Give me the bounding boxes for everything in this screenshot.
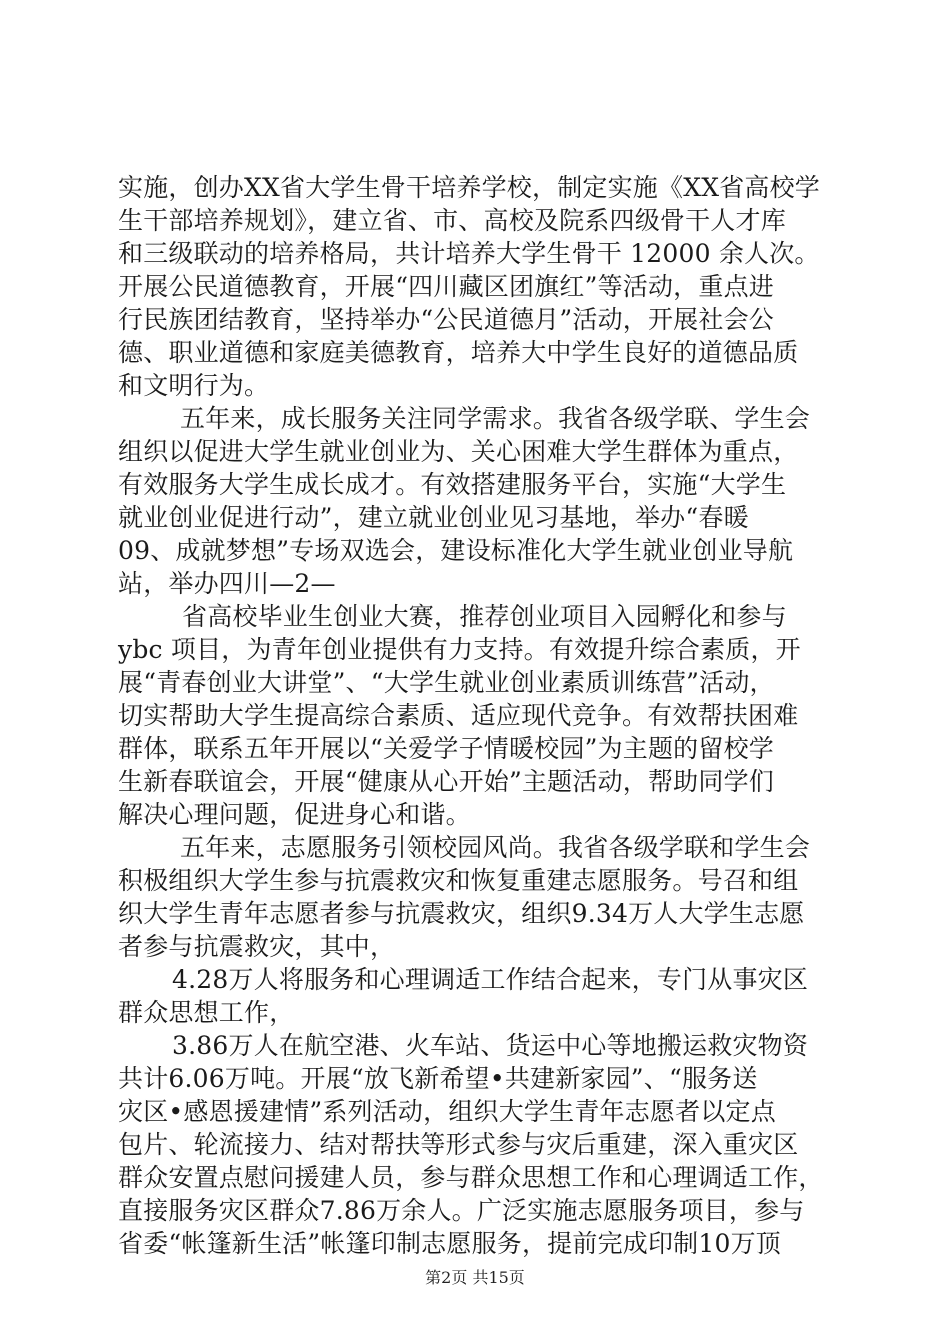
- paragraph-start-line: 4.28万人将服务和心理调适工作结合起来，专门从事灾区: [172, 965, 809, 994]
- paragraph-start-line: 五年来，成长服务关注同学需求。我省各级学联、学生会: [180, 404, 811, 433]
- text-line: 者参与抗震救灾，其中，: [118, 932, 396, 961]
- text-line: 共计6.06万吨。开展“放飞新希望•共建新家园”、“服务送: [118, 1064, 758, 1093]
- text-line: 开展公民道德教育，开展“四川藏区团旗红”等活动，重点进: [118, 272, 774, 301]
- text-line: 群体，联系五年开展以“关爱学子情暖校园”为主题的留校学: [118, 734, 774, 763]
- text-line: 包片、轮流接力、结对帮扶等形式参与灾后重建，深入重灾区: [118, 1130, 799, 1159]
- text-line: 09、成就梦想”专场双选会，建设标准化大学生就业创业导航: [118, 536, 794, 565]
- text-line: 和三级联动的培养格局，共计培养大学生骨干 12000 余人次。: [118, 239, 820, 268]
- paragraph-start-line: 五年来，志愿服务引领校园风尚。我省各级学联和学生会: [180, 833, 811, 862]
- paragraph-start-line: 3.86万人在航空港、火车站、货运中心等地搬运救灾物资: [172, 1031, 809, 1060]
- text-line: ybc 项目，为青年创业提供有力支持。有效提升综合素质，开: [118, 635, 801, 664]
- text-line: 切实帮助大学生提高综合素质、适应现代竞争。有效帮扶困难: [118, 701, 799, 730]
- text-line: 解决心理问题，促进身心和谐。: [118, 800, 471, 829]
- text-line: 灾区•感恩援建情”系列活动，组织大学生青年志愿者以定点: [118, 1097, 776, 1126]
- text-line: 德、职业道德和家庭美德教育，培养大中学生良好的道德品质: [118, 338, 799, 367]
- text-line: 群众安置点慰问援建人员，参与群众思想工作和心理调适工作，: [118, 1163, 824, 1192]
- text-line: 积极组织大学生参与抗震救灾和恢复重建志愿服务。号召和组: [118, 866, 799, 895]
- text-line: 生新春联谊会，开展“健康从心开始”主题活动，帮助同学们: [118, 767, 774, 796]
- text-line: 行民族团结教育，坚持举办“公民道德月”活动，开展社会公: [118, 305, 774, 334]
- text-line: 直接服务灾区群众7.86万余人。广泛实施志愿服务项目，参与: [118, 1196, 805, 1225]
- text-line: 织大学生青年志愿者参与抗震救灾，组织9.34万人大学生志愿: [118, 899, 805, 928]
- text-line: 实施，创办XX省大学生骨干培养学校，制定实施《XX省高校学: [118, 173, 820, 202]
- text-line: 就业创业促进行动”，建立就业创业见习基地，举办“春暖: [118, 503, 749, 532]
- text-line: 站，举办四川—2—: [118, 569, 336, 598]
- text-line: 和文明行为。: [118, 371, 270, 400]
- text-line: 省委“帐篷新生活”帐篷印制志愿服务，提前完成印制10万顶: [118, 1229, 781, 1258]
- page-number-footer: 第2页 共15页: [425, 1268, 525, 1287]
- text-line: 群众思想工作，: [118, 998, 295, 1027]
- text-line: 展“青春创业大讲堂”、“大学生就业创业素质训练营”活动，: [118, 668, 775, 697]
- text-line: 组织以促进大学生就业创业为、关心困难大学生群体为重点，: [118, 437, 799, 466]
- text-line: 生干部培养规划》，建立省、市、高校及院系四级骨干人才库: [118, 206, 786, 235]
- paragraph-start-line: 省高校毕业生创业大赛，推荐创业项目入园孵化和参与: [182, 602, 787, 631]
- text-line: 有效服务大学生成长成才。有效搭建服务平台，实施“大学生: [118, 470, 787, 499]
